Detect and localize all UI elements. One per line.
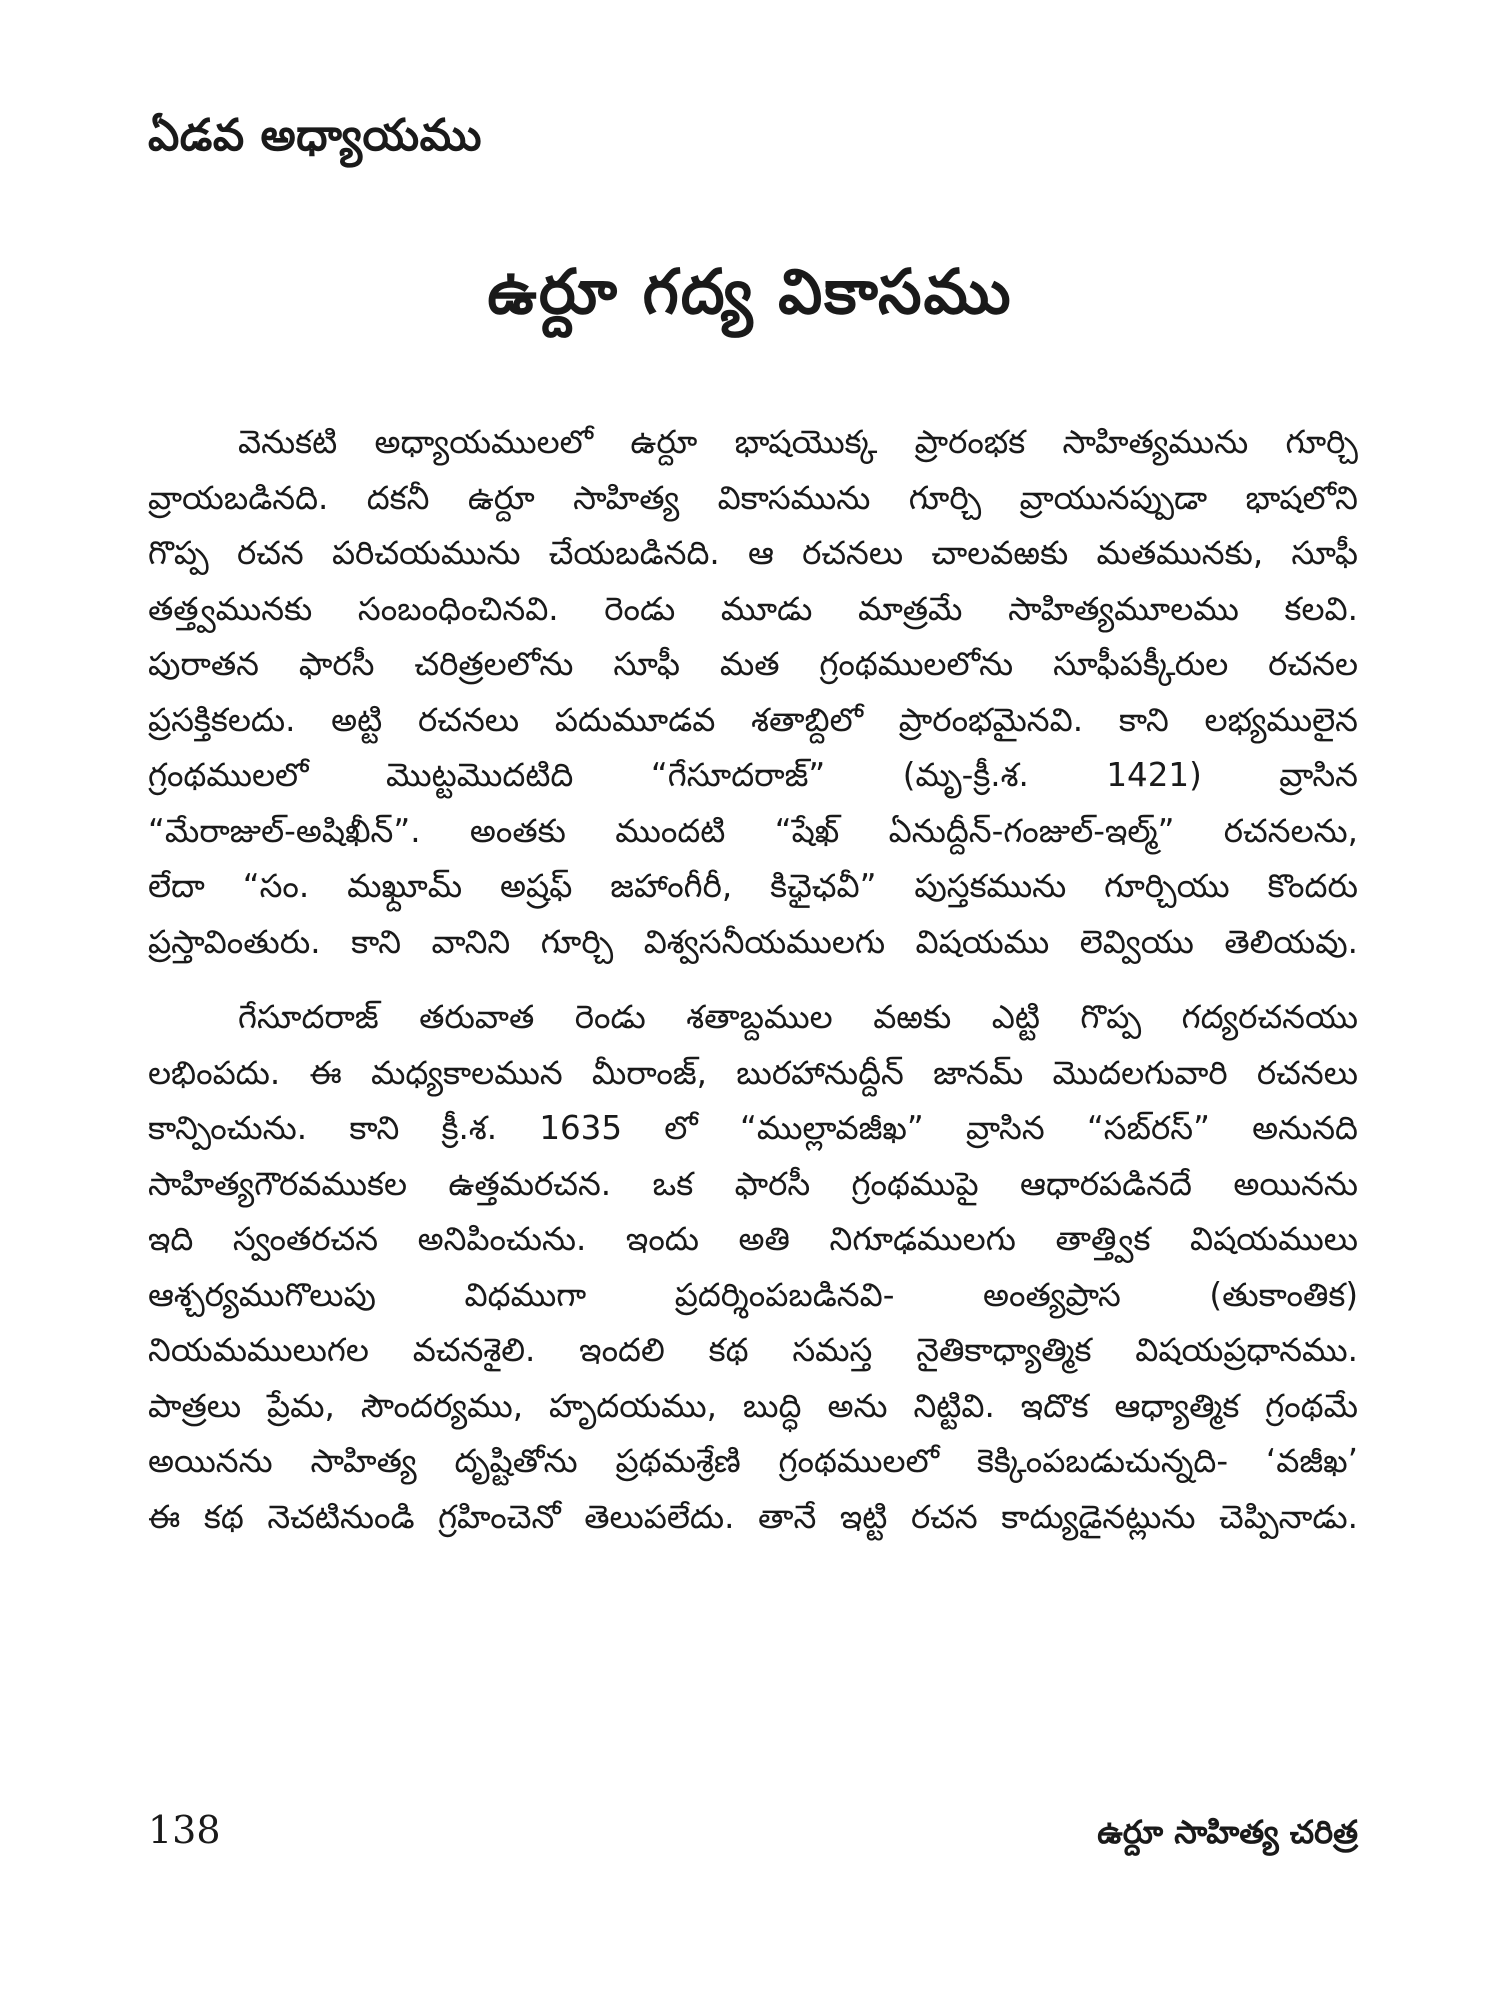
text-line: కాన్పించును. కాని క్రీ.శ. 1635 లో “ముల్లావజీఖ” వ్రాసిన “సబ్‌రస్” అనునది bbox=[148, 1109, 1358, 1147]
text-line: గ్రంథములలో మొట్టమొదటిది “గేసూదరాజ్” (మృ-క్రీ.శ. 1421) వ్రాసిన bbox=[148, 756, 1358, 794]
text-line: పురాతన ఫారసీ చరిత్రలలోను సూఫీ మత గ్రంథములలోను సూఫీపక్కీరుల రచనల bbox=[148, 645, 1358, 683]
text-line: లేదా “సం. మఖ్దూమ్ అష్రఫ్ జహాంగీరీ, కిఛైఛవీ” పుస్తకమును గూర్చియు కొందరు bbox=[148, 867, 1358, 905]
text-line: గేసూదరాజ్ తరువాత రెండు శతాబ్దముల వఱకు ఎట్టి గొప్ప గద్యరచనయు bbox=[238, 998, 1358, 1036]
page-number: 138 bbox=[148, 1808, 221, 1852]
text-line: వెనుకటి అధ్యాయములలో ఉర్దూ భాషయొక్క ప్రారంభక సాహిత్యమును గూర్చి bbox=[238, 423, 1358, 461]
text-line: అయినను సాహిత్య దృష్టితోను ప్రథమశ్రేణి గ్రంథములలో కెక్కింపబడుచున్నది- ‘వజీఖ’ bbox=[148, 1442, 1358, 1480]
text-line: నియమములుగల వచనశైలి. ఇందలి కథ సమస్త నైతికాధ్యాత్మిక విషయప్రధానము. bbox=[148, 1331, 1358, 1369]
text-line: ఈ కథ నెచటినుండి గ్రహించెనో తెలుపలేదు. తానే ఇట్టి రచన కాద్యుడైనట్లును చెప్పినాడు. bbox=[148, 1497, 1358, 1536]
text-line: “మేరాజుల్-అషిఖీన్”. అంతకు ముందటి “షేఖ్ ఏనుద్దీన్-గంజుల్-ఇల్మ్” రచనలను, bbox=[148, 811, 1358, 850]
text-line: ప్రసక్తికలదు. అట్టి రచనలు పదుమూడవ శతాబ్దిలో ప్రారంభమైనవి. కాని లభ్యములైన bbox=[148, 700, 1358, 739]
paragraph-2 bbox=[148, 990, 1358, 1545]
text-line: ఇది స్వంతరచన అనిపించును. ఇందు అతి నిగూఢములగు తాత్త్విక విషయములు bbox=[148, 1220, 1358, 1258]
text-line: వ్రాయబడినది. దకనీ ఉర్దూ సాహిత్య వికాసమును గూర్చి వ్రాయునప్పుడా భాషలోని bbox=[148, 478, 1358, 517]
page-title: ఉర్దూ గద్య వికాసము bbox=[487, 255, 1013, 328]
running-book-title: ఉర్దూ సాహిత్య చరిత్ర bbox=[1097, 1813, 1358, 1851]
text-line: ప్రస్తావింతురు. కాని వానిని గూర్చి విశ్వసనీయములగు విషయము లెవ్వియు తెలియవు. bbox=[148, 922, 1358, 961]
text-line: ఆశ్చర్యముగొలుపు విధముగా ప్రదర్శింపబడినవి- అంత్యప్రాస (తుకాంతిక) bbox=[148, 1275, 1358, 1314]
page-footer bbox=[148, 1808, 1358, 1859]
text-line: గొప్ప రచన పరిచయమును చేయబడినది. ఆ రచనలు చాలవఱకు మతమునకు, సూఫీ bbox=[148, 534, 1358, 572]
text-line: సాహిత్యగౌరవముకల ఉత్తమరచన. ఒక ఫారసీ గ్రంథముపై ఆధారపడినదే అయినను bbox=[148, 1164, 1358, 1203]
body-text bbox=[148, 415, 1358, 1545]
text-line: తత్త్వమునకు సంబంధించినవి. రెండు మూడు మాత్రమే సాహిత్యమూలము కలవి. bbox=[148, 589, 1358, 628]
text-line: పాత్రలు ప్రేమ, సౌందర్యము, హృదయము, బుద్ధి అను నిట్టివి. ఇదొక ఆధ్యాత్మిక గ్రంథమే bbox=[148, 1386, 1358, 1425]
chapter-label: ఏడవ అధ్యాయము bbox=[148, 110, 482, 161]
paragraph-1 bbox=[148, 415, 1358, 970]
text-line: లభింపదు. ఈ మధ్యకాలమున మీరాంజ్, బురహానుద్దీన్ జానమ్ మొదలగువారి రచనలు bbox=[148, 1053, 1358, 1092]
